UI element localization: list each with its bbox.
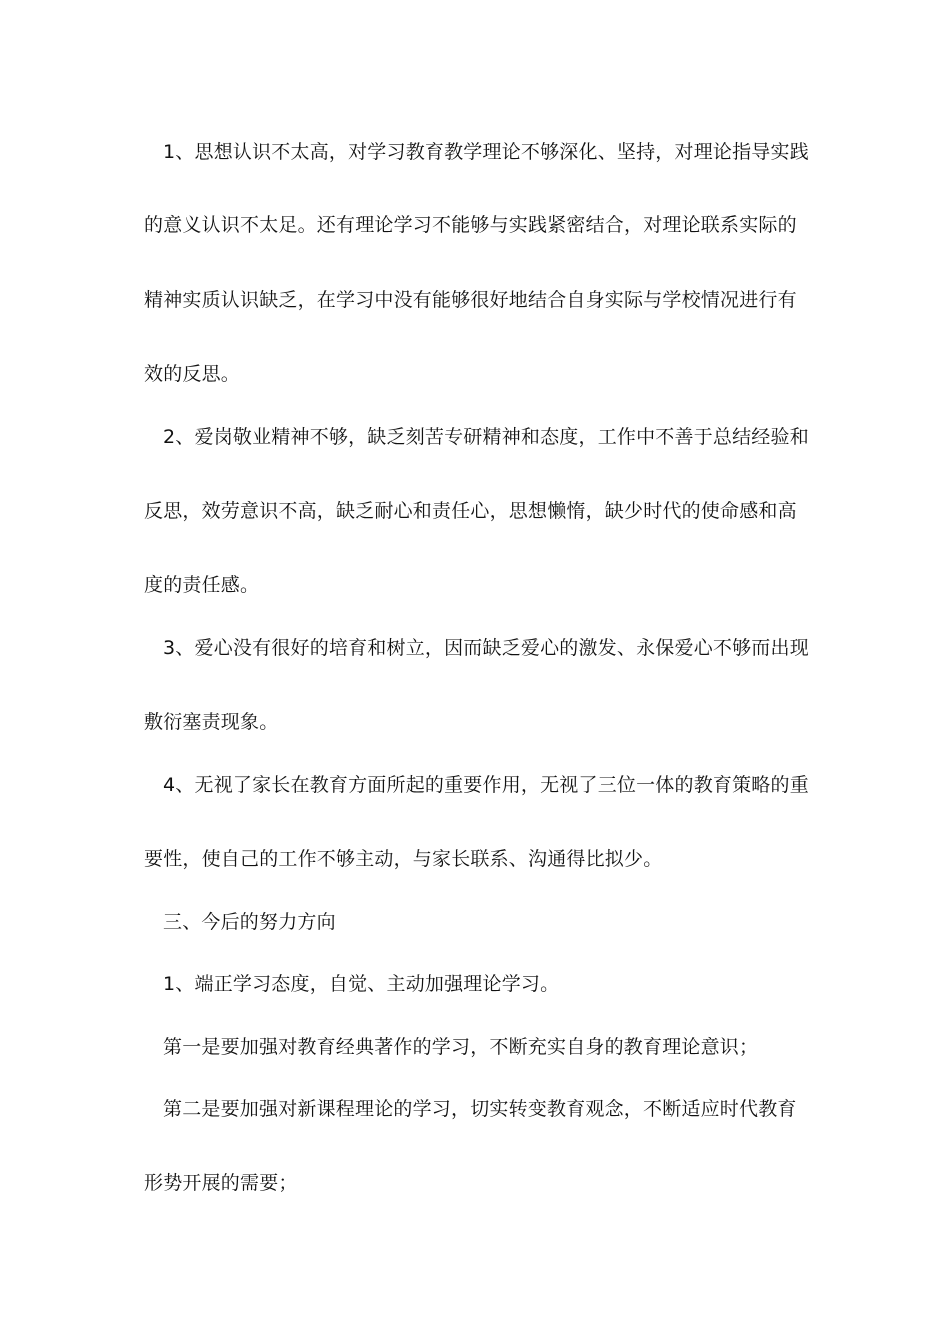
paragraph-3-line-1: 3、爱心没有很好的培育和树立，因而缺乏爱心的激发、永保爱心不够而出现	[163, 637, 809, 659]
paragraph-2-line-1: 2、爱岗敬业精神不够，缺乏刻苦专研精神和态度，工作中不善于总结经验和	[163, 426, 809, 448]
paragraph-1-line-1: 1、思想认识不太高，对学习教育教学理论不够深化、坚持，对理论指导实践	[163, 141, 809, 163]
point-2-line-1: 第二是要加强对新课程理论的学习，切实转变教育观念，不断适应时代教育	[163, 1098, 797, 1120]
item-1-heading: 1、端正学习态度，自觉、主动加强理论学习。	[163, 973, 560, 995]
paragraph-3-line-2: 敷衍塞责现象。	[144, 711, 279, 733]
paragraph-2-line-3: 度的责任感。	[144, 574, 260, 596]
paragraph-1-line-2: 的意义认识不太足。还有理论学习不能够与实践紧密结合，对理论联系实际的	[144, 214, 797, 236]
paragraph-4-line-2: 要性，使自己的工作不够主动，与家长联系、沟通得比拟少。	[144, 848, 663, 870]
paragraph-1-line-4: 效的反思。	[144, 363, 241, 385]
section-heading: 三、今后的努力方向	[163, 911, 336, 933]
paragraph-4-line-1: 4、无视了家长在教育方面所起的重要作用，无视了三位一体的教育策略的重	[163, 774, 809, 796]
paragraph-1-line-3: 精神实质认识缺乏，在学习中没有能够很好地结合自身实际与学校情况进行有	[144, 289, 797, 311]
point-2-line-2: 形势开展的需要；	[144, 1172, 298, 1194]
point-1-line-1: 第一是要加强对教育经典著作的学习，不断充实自身的教育理论意识；	[163, 1036, 759, 1058]
paragraph-2-line-2: 反思，效劳意识不高，缺乏耐心和责任心，思想懒惰，缺少时代的使命感和高	[144, 500, 797, 522]
